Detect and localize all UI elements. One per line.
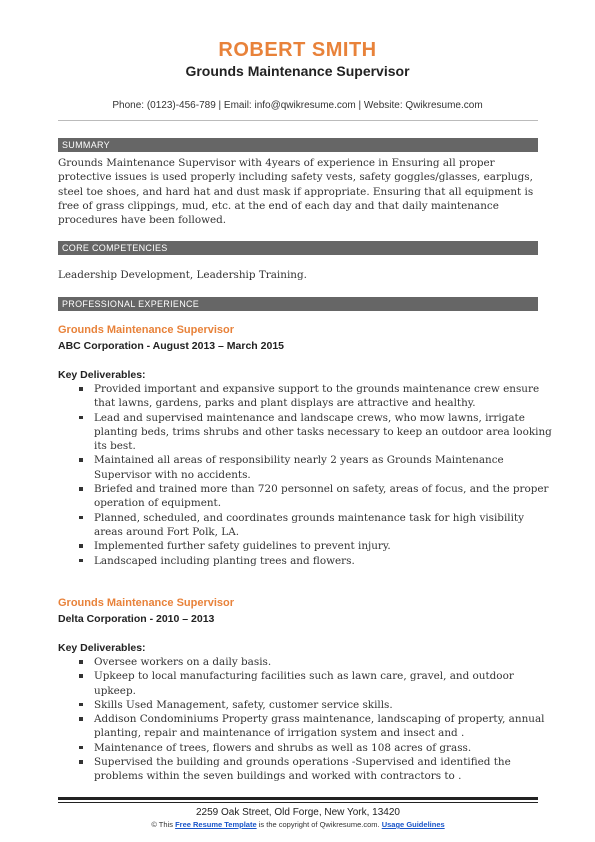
competencies-text: Leadership Development, Leadership Training.	[58, 269, 307, 281]
list-item: Maintained all areas of responsibility nearly 2 years as Grounds Maintenance Supervisor with no accidents.	[94, 453, 556, 482]
key-deliverables-label: Key Deliverables:	[58, 369, 146, 381]
free-resume-template-link[interactable]: Free Resume Template	[175, 820, 257, 829]
resume-header	[0, 0, 595, 112]
list-item: Provided important and expansive support to the grounds maintenance crew ensure that lawns, gardens, parks and plant displays are attractive and healthy.	[94, 382, 556, 411]
candidate-title: Grounds Maintenance Supervisor	[185, 63, 410, 79]
job-1-deliverables	[58, 382, 556, 568]
candidate-name: ROBERT SMITH	[218, 39, 377, 61]
section-heading-summary: SUMMARY	[58, 138, 538, 152]
footer-divider-thick	[58, 797, 538, 800]
usage-guidelines-link[interactable]: Usage Guidelines	[381, 820, 445, 829]
footer-address: 2259 Oak Street, Old Forge, New York, 13420	[195, 807, 400, 818]
section-heading-competencies: CORE COMPETENCIES	[58, 241, 538, 255]
list-item: Implemented further safety guidelines to prevent injury.	[94, 539, 556, 553]
list-item: Skills Used Management, safety, customer service skills.	[94, 698, 556, 712]
job-role: Grounds Maintenance Supervisor	[58, 324, 235, 336]
copyright-prefix: © This	[151, 820, 173, 829]
job-company: Delta Corporation - 2010 – 2013	[58, 613, 215, 625]
summary-text: Grounds Maintenance Supervisor with 4years of experience in Ensuring all proper protective issues is used properly including safety vests, safety goggles/glasses, earplugs, steel toe shoes, and hard hat and dust mask if appropriate. Ensuring that all equipment is free of grass clippings, mud, etc. at the end of each day and that daily maintenance procedures have been followed.	[58, 157, 534, 227]
list-item: Landscaped including planting trees and flowers.	[94, 554, 556, 568]
footer-divider-thin	[58, 802, 538, 803]
list-item: Addison Condominiums Property grass maintenance, landscaping of property, annual planting, repair and maintenance of irrigation system and insect and .	[94, 712, 556, 741]
list-item: Maintenance of trees, flowers and shrubs as well as 108 acres of grass.	[94, 741, 556, 755]
list-item: Oversee workers on a daily basis.	[94, 655, 556, 669]
key-deliverables-label: Key Deliverables:	[58, 642, 146, 654]
list-item: Briefed and trained more than 720 personnel on safety, areas of focus, and the proper operation of equipment.	[94, 482, 556, 511]
copyright-text: is the copyright of Qwikresume.com.	[258, 820, 380, 829]
list-item: Planned, scheduled, and coordinates grounds maintenance task for high visibility areas around Fort Polk, LA.	[94, 511, 556, 540]
job-company: ABC Corporation - August 2013 – March 2015	[58, 340, 284, 352]
contact-line: Phone: (0123)-456-789 | Email: info@qwikresume.com | Website: Qwikresume.com	[112, 100, 483, 111]
job-role: Grounds Maintenance Supervisor	[58, 597, 235, 609]
section-heading-experience: PROFESSIONAL EXPERIENCE	[58, 297, 538, 311]
list-item: Lead and supervised maintenance and landscape crews, who mow lawns, irrigate planting beds, trims shrubs and other tasks necessary to keep an outdoor area looking its best.	[94, 411, 556, 454]
list-item: Supervised the building and grounds operations -Supervised and identified the problems within the seven buildings and worked with contractors to .	[94, 755, 556, 784]
footer-copyright	[58, 820, 538, 830]
list-item: Upkeep to local manufacturing facilities such as lawn care, gravel, and outdoor upkeep.	[94, 669, 556, 698]
header-divider	[58, 120, 538, 121]
job-2-deliverables	[58, 655, 556, 784]
